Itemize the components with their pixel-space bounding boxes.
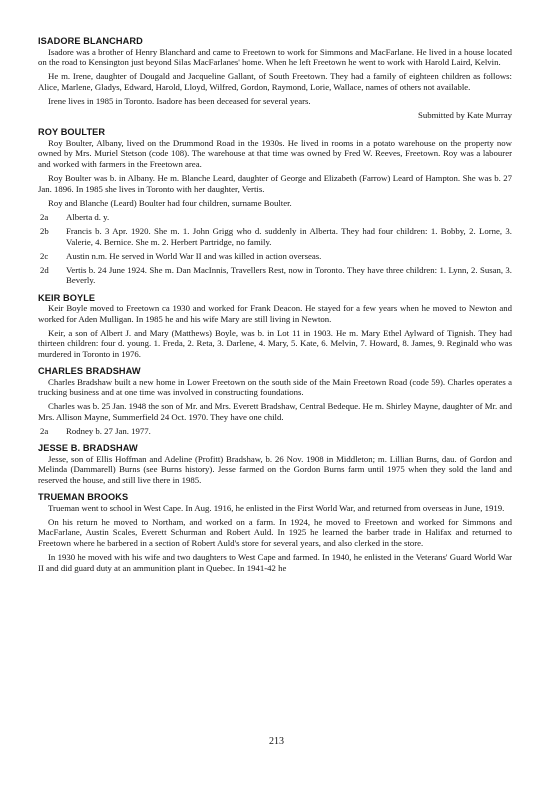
section-jesse-bradshaw bbox=[38, 443, 512, 485]
paragraph: Keir Boyle moved to Freetown ca 1930 and worked for Frank Deacon. He stayed for a few years when he moved to Newton and worked for Aden Mulligan. In 1985 he and his wife Mary are still living in Newton. bbox=[38, 303, 512, 324]
child-text: Austin n.m. He served in World War II and was killed in action overseas. bbox=[66, 250, 322, 261]
page-number: 213 bbox=[269, 736, 284, 747]
paragraph: In 1930 he moved with his wife and two daughters to West Cape and farmed. In 1940, he enlisted in the Veterans' Guard World War II and did guard duty at an ammunition plant in Quebec. In 1941-42 he bbox=[38, 551, 512, 573]
section-roy-boulter bbox=[38, 127, 512, 286]
paragraph: Roy and Blanche (Leard) Boulter had four children, surname Boulter. bbox=[48, 197, 292, 208]
paragraph: Jesse, son of Ellis Hoffman and Adeline (Profitt) Bradshaw, b. 26 Nov. 1908 in Middleton; m. Lillian Burns, dau. of Gordon and Melinda (Dammarell) Burns (see Burns history). Jesse farmed on the Gordon Burns farm until 1975 when they sold the land and reserved the house, and still live there in 1985. bbox=[38, 453, 512, 485]
child-code: 2c bbox=[40, 250, 49, 261]
paragraph: Charles Bradshaw built a new home in Lower Freetown on the south side of the Main Freetown Road (code 59). Charles operates a trucking business and at one time was involved in constructing foundations. bbox=[38, 376, 512, 398]
paragraph: Isadore was a brother of Henry Blanchard and came to Freetown to work for Simmons and MacFarlane. He lived in a house located on the road to Kensington just beyond Silas MacFarlanes' home. When he left Freetown he went to work with Harold Laird, Kelvin. bbox=[38, 46, 512, 68]
paragraph: Keir, a son of Albert J. and Mary (Matthews) Boyle, was b. in Lot 11 in 1903. He m. Mary Ethel Aylward of Tignish. They had thirteen children: four d. young. 1. Freda, 2. Reta, 3. Darlene, 4. Mary, 5. Kate, 6. Melvin, 7. Howard, 8. James, 9. Reginald who was murdered in Toronto in 1976. bbox=[38, 327, 512, 359]
page-content bbox=[38, 36, 512, 573]
paragraph: Irene lives in 1985 in Toronto. Isadore has been deceased for several years. bbox=[48, 95, 311, 106]
child-code: 2d bbox=[40, 264, 49, 275]
paragraph: Charles was b. 25 Jan. 1948 the son of Mr. and Mrs. Everett Bradshaw, Central Bedeque. He m. Shirley Mayne, daughter of Mr. and Mrs. Allison Mayne, Summerfield 24 Oct. 1970. They have one child. bbox=[38, 401, 512, 422]
child-entry bbox=[38, 426, 512, 437]
section-heading: CHARLES BRADSHAW bbox=[38, 366, 141, 377]
section-isadore-blanchard bbox=[38, 36, 512, 121]
section-heading: ISADORE BLANCHARD bbox=[38, 36, 143, 46]
section-heading: KEIR BOYLE bbox=[38, 292, 96, 303]
paragraph: Trueman went to school in West Cape. In Aug. 1916, he enlisted in the First World War, and returned from overseas in June, 1919. bbox=[48, 502, 505, 513]
child-code: 2a bbox=[40, 211, 49, 222]
section-heading: ROY BOULTER bbox=[38, 127, 106, 138]
child-entry bbox=[38, 251, 512, 262]
paragraph: Roy Boulter was b. in Albany. He m. Blanche Leard, daughter of George and Elizabeth (Farrow) Leard of Hampton. She was b. 27 Jan. 1896. In 1985 she lives in Toronto with her daughter, Vertis. bbox=[38, 173, 512, 194]
section-heading: JESSE B. BRADSHAW bbox=[38, 443, 138, 454]
submitted-by: Submitted by Kate Murray bbox=[417, 110, 512, 121]
paragraph: Roy Boulter, Albany, lived on the Drummond Road in the 1930s. He lived in rooms in a potato warehouse on the property now owned by Mrs. Muriel Stetson (code 108). The warehouse at that time was owned by Fred W. Reeves, Freetown. Roy was a labourer and worked with farmers in the Freetown area. bbox=[38, 137, 512, 169]
child-text: Vertis b. 24 June 1924. She m. Dan MacInnis, Travellers Rest, now in Toronto. They have three children: 1. Lynn, 2. Susan, 3. Beverly. bbox=[66, 264, 512, 286]
section-trueman-brooks bbox=[38, 492, 512, 573]
child-entry bbox=[38, 265, 512, 286]
paragraph: He m. Irene, daughter of Dougald and Jacqueline Gallant, of South Freetown. They had a family of eighteen children as follows: Alice, Marlene, Gladys, Edward, Harold, Lloyd, Wilfred, Gordon, Raymond, Lorie, Wallace, names of others not available. bbox=[38, 71, 512, 92]
child-text: Rodney b. 27 Jan. 1977. bbox=[66, 426, 151, 437]
child-entry bbox=[38, 226, 512, 247]
child-code: 2a bbox=[40, 426, 49, 437]
section-keir-boyle bbox=[38, 293, 512, 360]
child-entry bbox=[38, 212, 512, 223]
child-text: Alberta d. y. bbox=[66, 211, 110, 222]
section-charles-bradshaw bbox=[38, 366, 512, 437]
child-code: 2b bbox=[40, 226, 49, 237]
paragraph: On his return he moved to Northam, and worked on a farm. In 1924, he moved to Freetown and worked for Simmons and MacFarlane, Austin Scales, Everett Schurman and Robert Auld. In 1925 he learned the barber trade in Halifax and returned to Freetown where he barbered in a section of Robert Auld's store for several years, and also clerked in the store. bbox=[38, 516, 512, 548]
section-heading: TRUEMAN BROOKS bbox=[38, 492, 129, 503]
child-text: Francis b. 3 Apr. 1920. She m. 1. John Grigg who d. suddenly in Alberta. They had four children: 1. Bobby, 2. Lorne, 3. Valerie, 4. Bernice. She m. 2. Herbert Partridge, no family. bbox=[66, 226, 512, 247]
